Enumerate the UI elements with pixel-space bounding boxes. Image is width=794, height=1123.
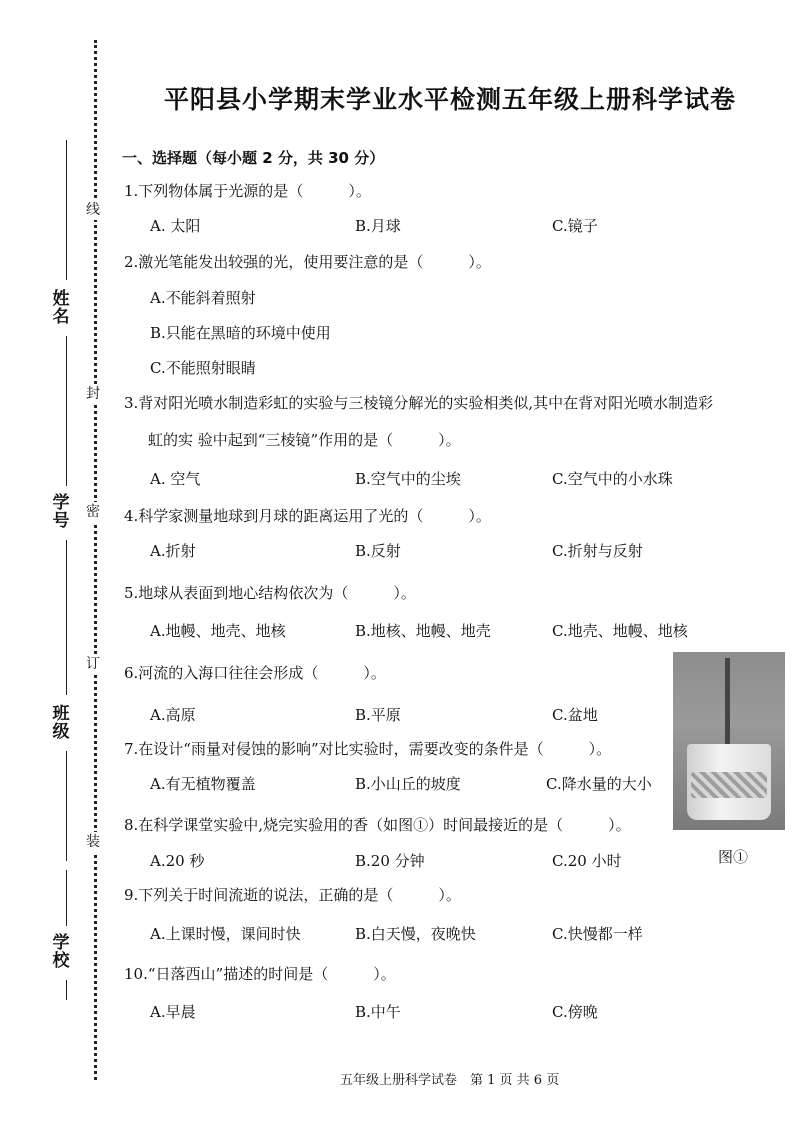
question-7: 7.在设计“雨量对侵蚀的影响”对比实验时，需要改变的条件是（ ）。 xyxy=(124,740,612,758)
q10-option-a[interactable]: A.早晨 xyxy=(150,1003,196,1021)
section-heading: 一、选择题（每小题 2 分，共 30 分） xyxy=(122,149,385,167)
student-id-blank-line xyxy=(66,350,67,486)
exam-title: 平阳县小学期末学业水平检测五年级上册科学试卷 xyxy=(163,85,736,114)
class-blank-line-lower xyxy=(66,751,67,861)
binding-char-ding: 订 xyxy=(86,656,100,672)
name-label: 姓 名 xyxy=(52,289,70,327)
q9-option-a[interactable]: A.上课时慢，课间时快 xyxy=(150,925,301,943)
question-6: 6.河流的入海口往往会形成（ ）。 xyxy=(124,664,386,682)
binding-dotted-line xyxy=(94,40,97,1080)
question-3: 3.背对阳光喷水制造彩虹的实验与三棱镜分解光的实验相类似,其中在背对阳光喷水制造彩 xyxy=(124,394,714,412)
incense-cup-photo xyxy=(673,652,785,830)
binding-char-xian: 线 xyxy=(86,202,100,218)
q7-option-c[interactable]: C.降水量的大小 xyxy=(546,775,652,793)
figure-caption: 图① xyxy=(718,848,749,866)
q1-option-c[interactable]: C.镜子 xyxy=(552,217,598,235)
q6-option-a[interactable]: A.高原 xyxy=(150,706,196,724)
q4-option-c[interactable]: C.折射与反射 xyxy=(552,542,643,560)
class-blank-line xyxy=(66,565,67,695)
q1-option-a[interactable]: A. 太阳 xyxy=(150,217,201,235)
q6-option-b[interactable]: B.平原 xyxy=(355,706,401,724)
q8-option-b[interactable]: B.20 分钟 xyxy=(355,852,425,870)
q5-option-b[interactable]: B.地核、地幔、地壳 xyxy=(355,622,491,640)
school-blank-line xyxy=(66,870,67,926)
q4-option-b[interactable]: B.反射 xyxy=(355,542,401,560)
question-5: 5.地球从表面到地心结构依次为（ ）。 xyxy=(124,584,416,602)
question-2: 2.激光笔能发出较强的光，使用要注意的是（ ）。 xyxy=(124,253,491,271)
q8-option-c[interactable]: C.20 小时 xyxy=(552,852,622,870)
question-4: 4.科学家测量地球到月球的距离运用了光的（ ）。 xyxy=(124,507,491,525)
q7-option-a[interactable]: A.有无植物覆盖 xyxy=(150,775,256,793)
q5-option-a[interactable]: A.地幔、地壳、地核 xyxy=(150,622,286,640)
binding-char-mi: 密 xyxy=(86,504,100,520)
question-1: 1.下列物体属于光源的是（ ）。 xyxy=(124,182,371,200)
question-9: 9.下列关于时间流逝的说法，正确的是（ ）。 xyxy=(124,886,461,904)
q9-option-c[interactable]: C.快慢都一样 xyxy=(552,925,643,943)
question-8: 8.在科学课堂实验中,烧完实验用的香（如图①）时间最接近的是（ ）。 xyxy=(124,816,631,834)
question-10: 10.“日落西山”描述的时间是（ ）。 xyxy=(124,965,396,983)
q3-option-c[interactable]: C.空气中的小水珠 xyxy=(552,470,673,488)
school-label: 学 校 xyxy=(52,933,70,971)
q1-option-b[interactable]: B.月球 xyxy=(355,217,401,235)
q2-option-b[interactable]: B.只能在黑暗的环境中使用 xyxy=(150,324,331,342)
q8-option-a[interactable]: A.20 秒 xyxy=(150,852,205,870)
q4-option-a[interactable]: A.折射 xyxy=(150,542,196,560)
q10-option-c[interactable]: C.傍晚 xyxy=(552,1003,598,1021)
binding-char-zhuang: 装 xyxy=(86,834,100,850)
page-footer: 五年级上册科学试卷 第 1 页 共 6 页 xyxy=(340,1073,560,1088)
q10-option-b[interactable]: B.中午 xyxy=(355,1003,401,1021)
q6-option-c[interactable]: C.盆地 xyxy=(552,706,598,724)
q2-option-a[interactable]: A.不能斜着照射 xyxy=(150,289,256,307)
q5-option-c[interactable]: C.地壳、地幔、地核 xyxy=(552,622,688,640)
school-blank-line-lower xyxy=(66,980,67,1000)
cup-pattern xyxy=(691,772,767,798)
q3-option-a[interactable]: A. 空气 xyxy=(150,470,201,488)
student-id-label: 学 号 xyxy=(52,493,70,531)
binding-char-feng: 封 xyxy=(86,386,100,402)
q2-option-c[interactable]: C.不能照射眼睛 xyxy=(150,359,256,377)
q3-option-b[interactable]: B.空气中的尘埃 xyxy=(355,470,461,488)
student-id-blank-line-lower xyxy=(66,540,67,566)
q9-option-b[interactable]: B.白天慢，夜晚快 xyxy=(355,925,476,943)
class-label: 班 级 xyxy=(52,704,70,742)
question-3-continued: 虹的实 验中起到“三棱镜”作用的是（ ）。 xyxy=(148,431,461,449)
q7-option-b[interactable]: B.小山丘的坡度 xyxy=(355,775,461,793)
name-blank-line xyxy=(66,140,67,280)
